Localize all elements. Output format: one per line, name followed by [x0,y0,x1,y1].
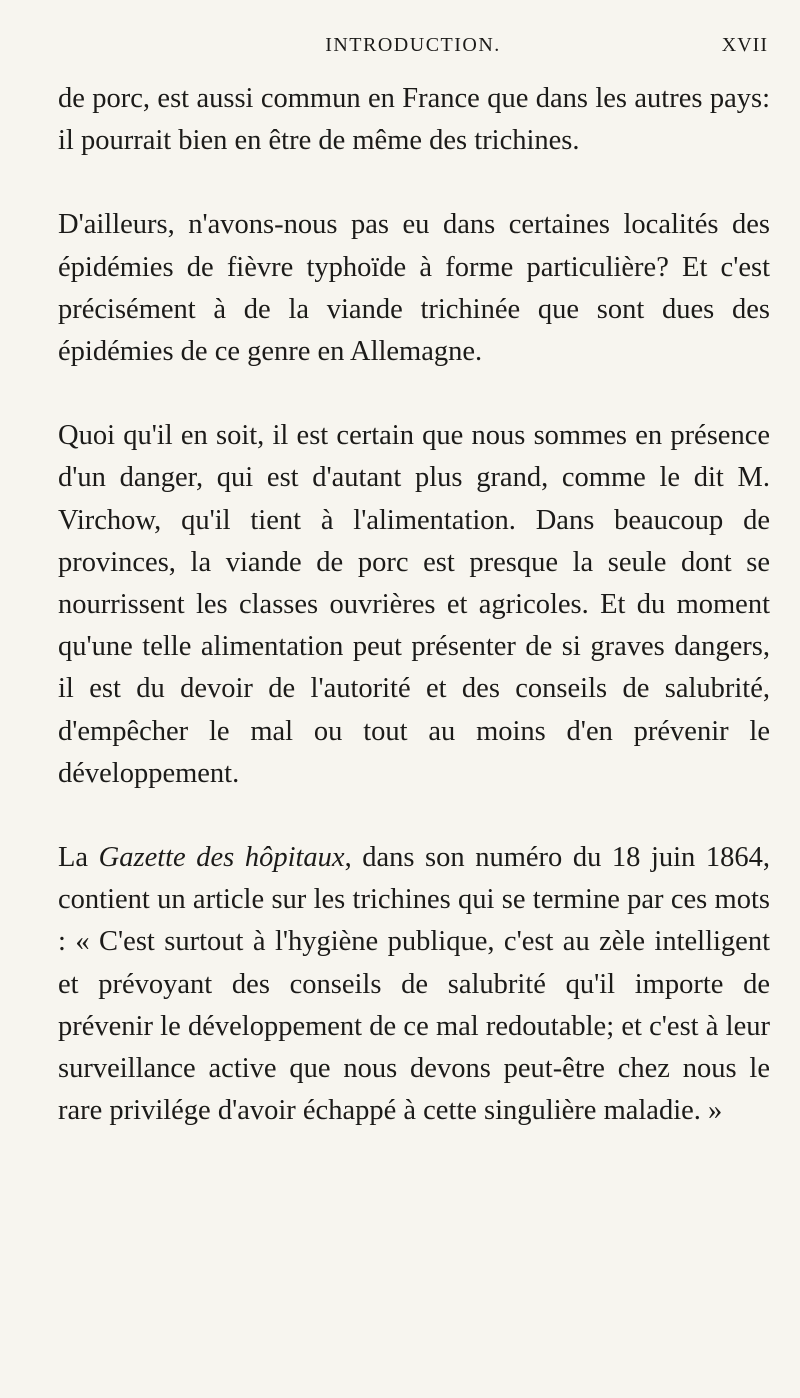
running-head [58,30,768,60]
paragraph-4-lead: La [58,842,89,874]
paragraph-4-text: , dans son numéro du 18 juin 1864, contient un article sur les trichines qui se termine par ces mots : « C'est surtout à l'hygiène publique, c'est au zèle intelligent et prévoyant des conseils de salubrité qu'il importe de prévenir le développement de ce mal redoutable; et c'est à leur surveillance active que nous devons peut-être chez nous le rare privilége d'avoir échappé à cette singulière maladie. » [58,842,770,1127]
running-title: INTRODUCTION. [325,34,501,56]
paragraph-4 [58,837,770,1132]
journal-title: Gazette des hôpitaux [98,842,345,874]
paragraph-2: D'ailleurs, n'avons-nous pas eu dans certaines localités des épidémies de fièvre typhoïde à forme particulière? Et c'est précisément à de la viande trichinée que sont dues des épidémies de ce genre en Allemagne. [58,209,770,368]
body-text [58,78,770,1132]
page-number: XVII [721,34,768,56]
paragraph-3: Quoi qu'il en soit, il est certain que nous sommes en présence d'un danger, qui est d'autant plus grand, comme le dit M. Virchow, qu'il tient à l'alimentation. Dans beaucoup de provinces, la viande de porc est presque la seule dont se nourrissent les classes ouvrières et agricoles. Et du moment qu'une telle alimentation peut présenter de si graves dangers, il est du devoir de l'autorité et des conseils de salubrité, d'empêcher le mal ou tout au moins d'en prévenir le développement. [58,420,770,789]
paragraph-1: de porc, est aussi commun en France que dans les autres pays: il pourrait bien en être de même des trichines. [58,83,770,157]
